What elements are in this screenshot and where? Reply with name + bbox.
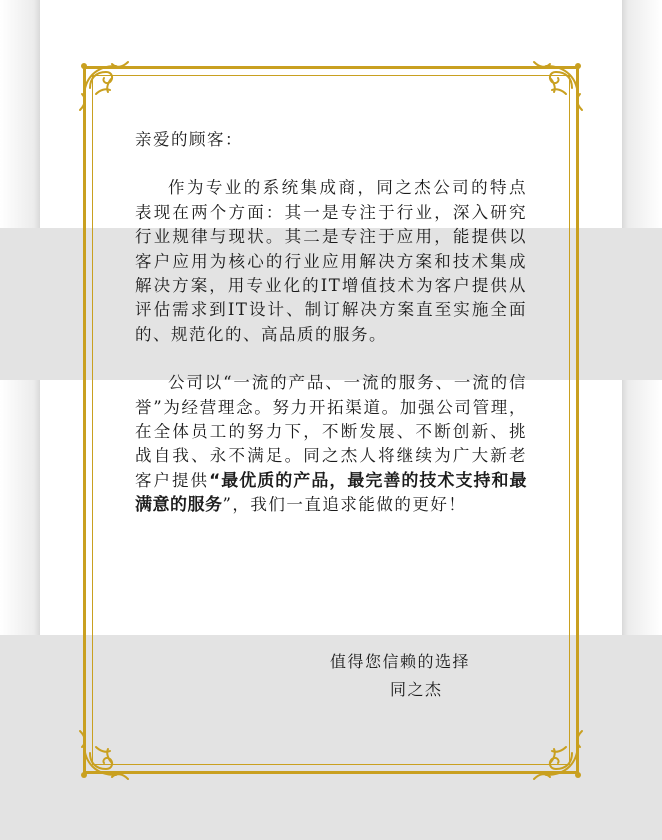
- corner-ornament-top-right-icon: [516, 58, 586, 128]
- paragraph-2-text-end: ”，我们一直追求能做的更好！: [222, 495, 467, 515]
- signoff-tagline: 值得您信赖的选择: [330, 652, 471, 671]
- letter-paragraph-2: [135, 371, 527, 517]
- paragraph-2-text-start: 公司以“一流的产品、一流的服务、一流的信誉”为经营理念。努力开拓渠道。加强公司管理，在全体员工的努力下，不断发展、不断创新、挑战自我、永不满足。同之杰人将继续为广大新老客户提供: [135, 373, 527, 490]
- corner-ornament-top-left-icon: [76, 58, 146, 128]
- letter-body: [135, 128, 527, 542]
- paragraph-2-bold-promise: “最优质的产品，最完善的技术支持和最满意的服务: [135, 470, 527, 516]
- corner-ornament-bottom-left-icon: [76, 713, 146, 783]
- signoff-company: 同之杰: [390, 680, 443, 699]
- letter-greeting: 亲爱的顾客：: [135, 130, 243, 149]
- letter-paragraph-1: 作为专业的系统集成商，同之杰公司的特点表现在两个方面：其一是专注于行业，深入研究行业规律与现状。其二是专注于应用，能提供以客户应用为核心的行业应用解决方案和技术集成解决方案，用专业化的IT增值技术为客户提供从评估需求到IT设计、制订解决方案直至实施全面的、规范化的、高品质的服务。: [135, 178, 527, 344]
- letter-signoff: [330, 648, 530, 704]
- corner-ornament-bottom-right-icon: [516, 713, 586, 783]
